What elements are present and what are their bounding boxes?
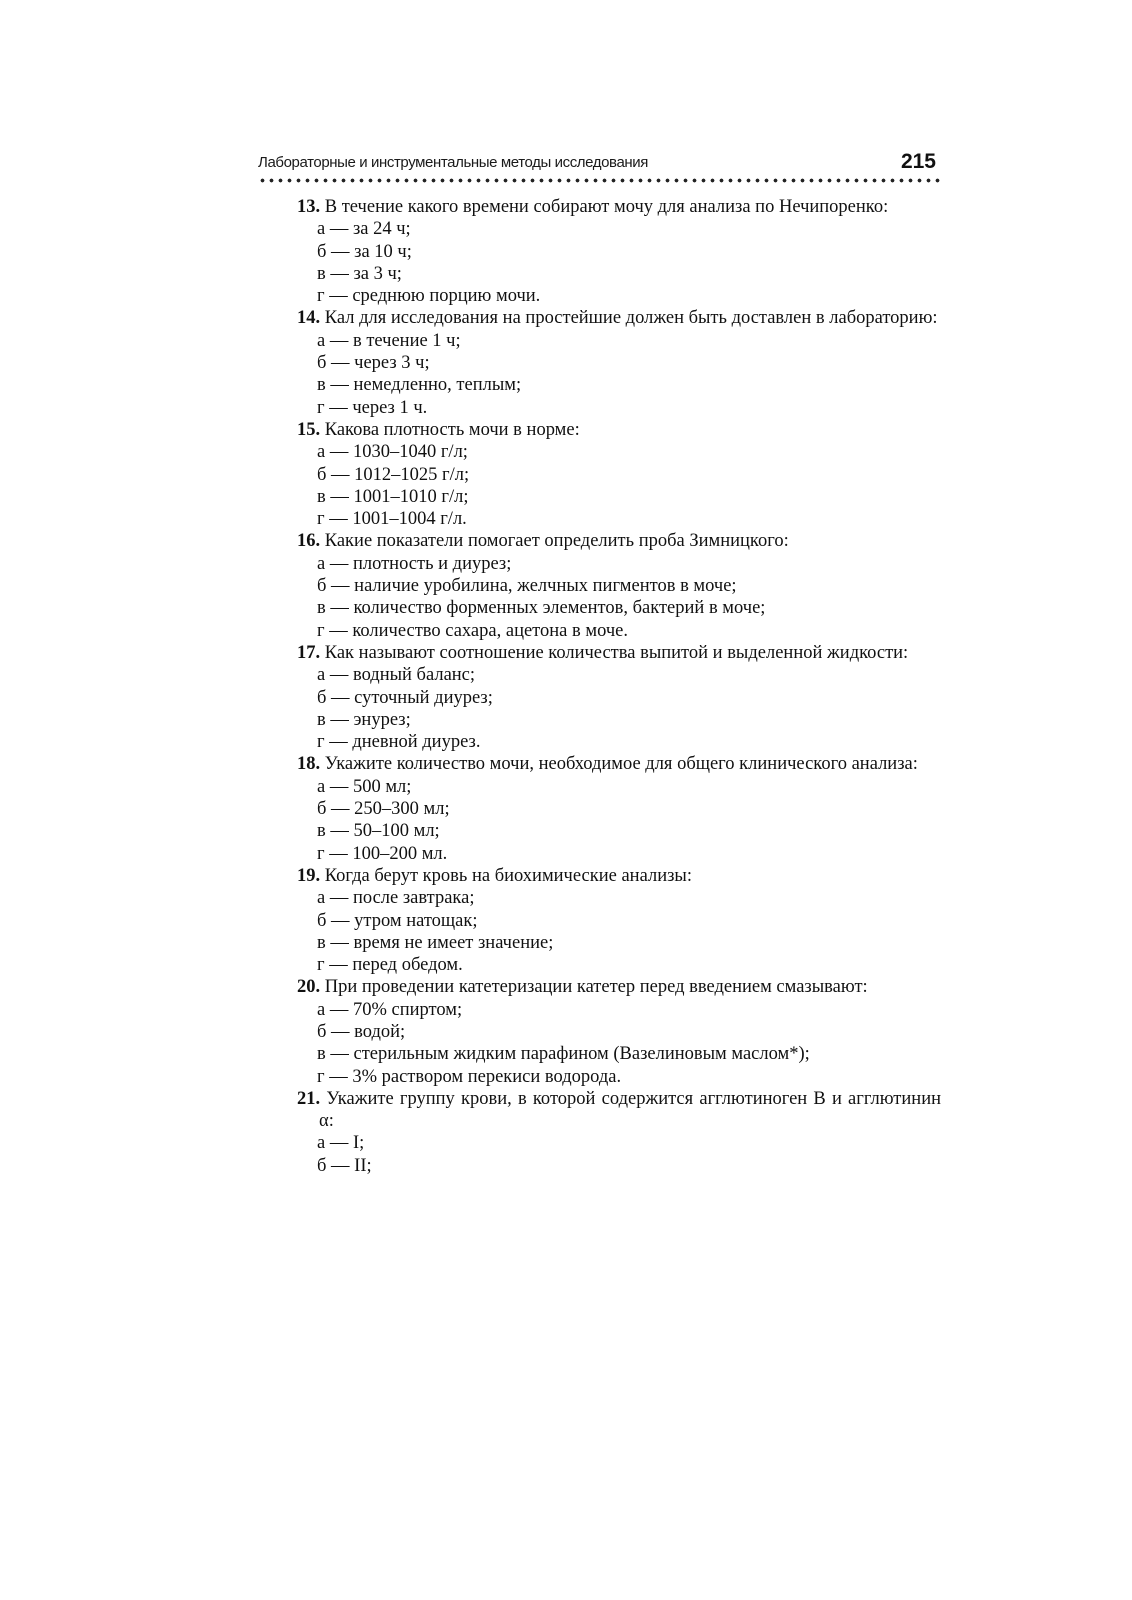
question-wording: При проведении катетеризации катетер перед введением смазывают: xyxy=(324,977,868,998)
answer-option: г — дневной диурез. xyxy=(317,732,481,753)
question-wording: Какие показатели помогает определить проба Зимницкого: xyxy=(324,531,789,552)
answer-option: а — плотность и диурез; xyxy=(317,553,512,574)
question-number: 15. xyxy=(297,419,321,440)
answer-option: а — после завтрака; xyxy=(317,888,475,909)
answer-options xyxy=(297,553,941,642)
question-text xyxy=(297,976,941,998)
question-number: 18. xyxy=(297,754,321,775)
answer-option: а — 1030–1040 г/л; xyxy=(317,442,468,463)
question-item xyxy=(297,865,941,976)
answer-option: г — через 1 ч. xyxy=(317,397,428,418)
page-number: 215 xyxy=(900,150,936,173)
answer-option: в — время не имеет значение; xyxy=(317,932,554,953)
question-text xyxy=(297,753,941,775)
question-wording: Когда берут кровь на биохимические анализы: xyxy=(324,865,692,886)
question-wording: Укажите количество мочи, необходимое для общего клинического анализа: xyxy=(324,754,918,775)
answer-option: а — в течение 1 ч; xyxy=(317,330,461,351)
answer-option: г — количество сахара, ацетона в моче. xyxy=(317,620,628,641)
answer-options xyxy=(297,664,941,753)
answer-option: в — стерильным жидким парафином (Вазелиновым маслом*); xyxy=(317,1044,810,1065)
answer-options xyxy=(297,330,941,419)
question-text xyxy=(297,419,941,441)
question-number: 19. xyxy=(297,865,321,886)
answer-option: г — 100–200 мл. xyxy=(317,843,448,864)
answer-options xyxy=(297,887,941,976)
answer-option: б — за 10 ч; xyxy=(317,241,412,262)
question-number: 21. xyxy=(297,1088,321,1109)
question-text xyxy=(297,1088,941,1133)
question-number: 16. xyxy=(297,531,321,552)
answer-option: а — 500 мл; xyxy=(317,776,412,797)
answer-options xyxy=(297,441,941,530)
question-text xyxy=(297,196,941,218)
page-header xyxy=(258,150,940,184)
question-text xyxy=(297,530,941,552)
question-wording: В течение какого времени собирают мочу для анализа по Нечипоренко: xyxy=(324,197,889,217)
question-wording: Какова плотность мочи в норме: xyxy=(324,419,580,440)
running-header-title: Лабораторные и инструментальные методы исследования xyxy=(258,154,648,171)
answer-option: а — 70% спиртом; xyxy=(317,999,463,1020)
question-item xyxy=(297,196,941,307)
answer-option: б — через 3 ч; xyxy=(317,353,430,374)
question-item xyxy=(297,753,941,864)
answer-options xyxy=(297,218,941,307)
answer-options xyxy=(297,776,941,865)
answer-options xyxy=(297,999,941,1088)
question-text xyxy=(297,865,941,887)
question-number: 14. xyxy=(297,308,321,329)
answer-option: а — за 24 ч; xyxy=(317,219,411,240)
question-wording: Кал для исследования на простейшие должен быть доставлен в лабораторию: xyxy=(324,308,938,329)
question-list xyxy=(297,196,941,1177)
answer-option: б — утром натощак; xyxy=(317,910,478,931)
answer-option: б — 250–300 мл; xyxy=(317,799,450,820)
answer-option: б — суточный диурез; xyxy=(317,687,493,708)
answer-option: б — наличие уробилина, желчных пигментов в моче; xyxy=(317,576,737,597)
question-wording: Как называют соотношение количества выпитой и выделенной жидкости: xyxy=(324,642,909,663)
answer-option: г — 3% раствором перекиси водорода. xyxy=(317,1066,622,1087)
answer-option: в — 50–100 мл; xyxy=(317,821,440,842)
answer-option: б — II; xyxy=(317,1155,372,1176)
question-text xyxy=(297,307,941,329)
question-wording: Укажите группу крови, в которой содержится агглютиноген B и агглютинин α: xyxy=(319,1088,941,1132)
answer-options xyxy=(297,1132,941,1177)
answer-option: г — перед обедом. xyxy=(317,955,463,976)
dotted-header-rule xyxy=(258,178,940,183)
question-number: 17. xyxy=(297,642,321,663)
question-item xyxy=(297,642,941,753)
question-item xyxy=(297,530,941,641)
question-text xyxy=(297,642,941,664)
question-item xyxy=(297,1088,941,1177)
question-number: 13. xyxy=(297,197,321,217)
question-item xyxy=(297,976,941,1087)
answer-option: в — за 3 ч; xyxy=(317,263,402,284)
question-item xyxy=(297,419,941,530)
answer-option: а — водный баланс; xyxy=(317,665,476,686)
answer-option: а — I; xyxy=(317,1133,365,1154)
answer-option: г — 1001–1004 г/л. xyxy=(317,509,467,530)
question-number: 20. xyxy=(297,977,321,998)
answer-option: в — 1001–1010 г/л; xyxy=(317,486,469,507)
answer-option: г — среднюю порцию мочи. xyxy=(317,286,541,307)
answer-option: в — количество форменных элементов, бактерий в моче; xyxy=(317,598,766,619)
answer-option: б — водой; xyxy=(317,1021,406,1042)
answer-option: б — 1012–1025 г/л; xyxy=(317,464,470,485)
answer-option: в — энурез; xyxy=(317,709,411,730)
question-item xyxy=(297,307,941,418)
answer-option: в — немедленно, теплым; xyxy=(317,375,522,396)
